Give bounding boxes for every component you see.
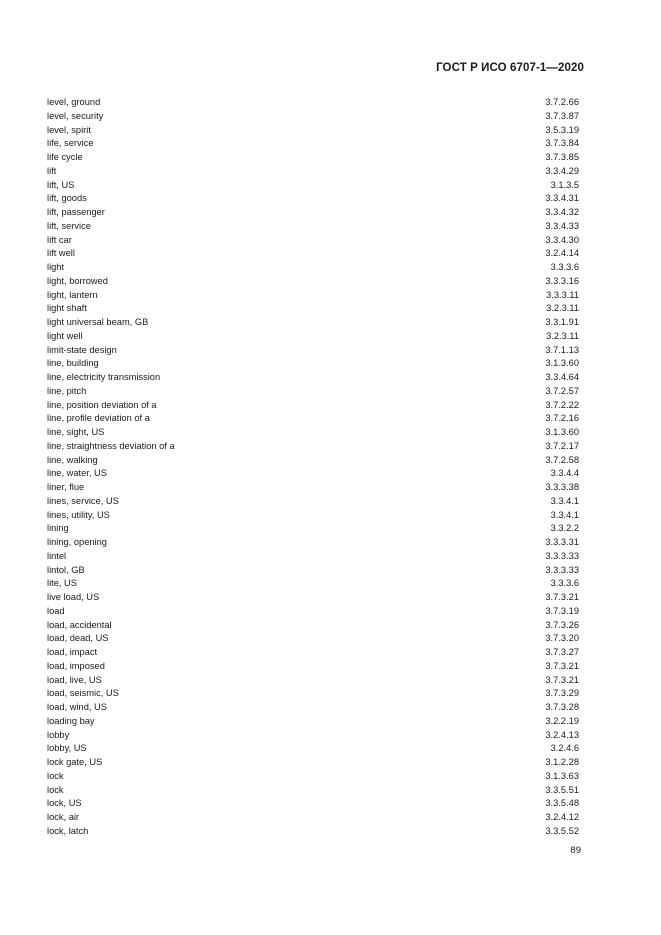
index-entry xyxy=(47,577,579,591)
index-reference: 3.7.2.58 xyxy=(545,454,579,465)
index-entry xyxy=(47,151,579,165)
index-entry xyxy=(47,729,579,743)
index-reference: 3.3.3.33 xyxy=(545,564,579,575)
index-term: load xyxy=(47,605,65,616)
index-term: level, ground xyxy=(47,97,101,107)
index-term: light well xyxy=(47,330,83,341)
index-reference: 3.3.3.6 xyxy=(550,262,579,272)
index-entry xyxy=(47,412,579,426)
index-term: load, dead, US xyxy=(47,633,109,644)
index-reference: 3.3.4.31 xyxy=(545,193,579,204)
index-reference: 3.3.3.33 xyxy=(545,550,579,561)
index-reference: 3.3.4.64 xyxy=(545,372,579,382)
index-reference: 3.7.3.85 xyxy=(545,152,579,162)
index-reference: 3.7.3.87 xyxy=(545,110,579,121)
index-reference: 3.5.3.19 xyxy=(545,124,579,135)
index-reference: 3.7.1.13 xyxy=(545,344,579,355)
index-entry xyxy=(47,564,579,578)
index-reference: 3.7.2.22 xyxy=(545,399,579,410)
index-entry xyxy=(47,137,579,151)
index-entry xyxy=(47,454,579,468)
index-reference: 3.7.2.16 xyxy=(545,413,579,424)
index-entry xyxy=(47,399,579,413)
index-entry xyxy=(47,192,579,206)
index-reference: 3.7.3.28 xyxy=(545,702,579,712)
index-term: lobby, US xyxy=(47,743,87,754)
index-term: load, live, US xyxy=(47,674,102,685)
index-term: line, walking xyxy=(47,454,98,465)
index-term: level, security xyxy=(47,110,104,121)
index-entry xyxy=(47,357,579,371)
index-entry xyxy=(47,371,579,385)
index-entry xyxy=(47,247,579,261)
index-entry xyxy=(47,344,579,358)
index-term: light, borrowed xyxy=(47,275,108,286)
index-term: lift car xyxy=(47,234,72,245)
index-entry xyxy=(47,674,579,688)
index-term: lift, US xyxy=(47,179,75,190)
index-entry xyxy=(47,550,579,564)
page-number: 89 xyxy=(570,845,581,856)
index-term: lines, utility, US xyxy=(47,509,110,520)
index-reference: 3.3.4.4 xyxy=(550,468,579,479)
index-term: live load, US xyxy=(47,592,100,602)
index-reference: 3.3.2.2 xyxy=(550,523,579,534)
index-term: lift, passenger xyxy=(47,207,105,217)
index-reference: 3.7.3.29 xyxy=(545,688,579,699)
index-term: lift xyxy=(47,165,57,176)
index-entry xyxy=(47,96,579,110)
index-entry xyxy=(47,687,579,701)
index-term: lock gate, US xyxy=(47,757,103,767)
index-reference: 3.3.3.31 xyxy=(545,537,579,547)
index-entry xyxy=(47,302,579,316)
index-term: line, electricity transmission xyxy=(47,372,161,382)
index-reference: 3.3.3.38 xyxy=(545,482,579,492)
index-reference: 3.7.3.26 xyxy=(545,619,579,630)
index-entry xyxy=(47,811,579,825)
index-entry xyxy=(47,825,579,839)
index-entry xyxy=(47,220,579,234)
index-term: load, impact xyxy=(47,647,98,657)
index-reference: 3.2.4.12 xyxy=(545,812,579,822)
index-term: line, profile deviation of a xyxy=(47,413,150,424)
index-term: light shaft xyxy=(47,303,87,314)
index-term: load, seismic, US xyxy=(47,688,119,699)
index-term: light xyxy=(47,262,65,272)
index-term: load, imposed xyxy=(47,660,105,671)
index-term: light universal beam, GB xyxy=(47,317,149,327)
index-entry xyxy=(47,385,579,399)
index-reference: 3.1.3.60 xyxy=(545,427,579,437)
index-reference: 3.2.3.11 xyxy=(546,330,579,341)
index-reference: 3.7.3.84 xyxy=(545,138,579,149)
index-entry xyxy=(47,756,579,770)
index-reference: 3.1.3.5 xyxy=(550,179,579,190)
index-reference: 3.3.4.29 xyxy=(545,165,579,176)
index-entry xyxy=(47,330,579,344)
index-entry xyxy=(47,495,579,509)
term-index-list xyxy=(47,96,579,839)
index-term: lock, latch xyxy=(47,825,89,836)
index-term: liner, flue xyxy=(47,482,85,492)
index-reference: 3.7.3.19 xyxy=(545,605,579,616)
index-entry xyxy=(47,605,579,619)
index-entry xyxy=(47,660,579,674)
index-entry xyxy=(47,124,579,138)
index-term: load, accidental xyxy=(47,619,112,630)
index-term: line, pitch xyxy=(47,385,87,396)
index-term: line, position deviation of a xyxy=(47,399,157,410)
index-entry xyxy=(47,619,579,633)
index-term: lintol, GB xyxy=(47,564,85,575)
index-term: level, spirit xyxy=(47,124,91,135)
index-reference: 3.3.3.11 xyxy=(546,289,579,300)
index-entry xyxy=(47,110,579,124)
index-term: line, building xyxy=(47,358,99,369)
index-term: lining xyxy=(47,523,69,534)
index-term: light, lantern xyxy=(47,289,98,300)
index-reference: 3.7.3.27 xyxy=(545,647,579,657)
index-term: lock xyxy=(47,784,64,795)
index-reference: 3.3.4.32 xyxy=(545,207,579,217)
index-term: life cycle xyxy=(47,152,83,162)
index-term: line, water, US xyxy=(47,468,107,479)
index-term: load, wind, US xyxy=(47,702,107,712)
index-reference: 3.3.5.51 xyxy=(545,784,579,795)
index-entry xyxy=(47,632,579,646)
index-reference: 3.7.3.21 xyxy=(545,660,579,671)
index-reference: 3.7.3.21 xyxy=(545,592,579,602)
index-reference: 3.3.1.91 xyxy=(545,317,579,327)
index-entry xyxy=(47,742,579,756)
index-term: lock, air xyxy=(47,812,80,822)
index-entry xyxy=(47,797,579,811)
index-entry xyxy=(47,261,579,275)
index-entry xyxy=(47,646,579,660)
index-entry xyxy=(47,509,579,523)
index-term: lobby xyxy=(47,729,70,740)
index-reference: 3.2.4.6 xyxy=(550,743,579,754)
index-entry xyxy=(47,440,579,454)
index-term: lock, US xyxy=(47,798,82,809)
index-entry xyxy=(47,426,579,440)
index-entry xyxy=(47,770,579,784)
index-term: lift, service xyxy=(47,220,91,231)
index-term: lining, opening xyxy=(47,537,107,547)
index-reference: 3.3.3.6 xyxy=(550,578,579,589)
index-entry xyxy=(47,467,579,481)
index-term: limit-state design xyxy=(47,344,117,355)
index-reference: 3.7.3.21 xyxy=(545,674,579,685)
index-reference: 3.1.2.28 xyxy=(545,757,579,767)
index-entry xyxy=(47,784,579,798)
index-reference: 3.7.2.66 xyxy=(545,97,579,107)
index-reference: 3.3.5.48 xyxy=(545,798,579,809)
index-term: lintel xyxy=(47,550,67,561)
index-reference: 3.1.3.63 xyxy=(545,770,579,781)
index-reference: 3.2.4.13 xyxy=(545,729,579,740)
index-term: lines, service, US xyxy=(47,495,119,506)
index-entry xyxy=(47,715,579,729)
index-term: lift, goods xyxy=(47,193,87,204)
index-entry xyxy=(47,165,579,179)
index-reference: 3.3.5.52 xyxy=(545,825,579,836)
index-term: lite, US xyxy=(47,578,77,589)
index-entry xyxy=(47,179,579,193)
index-reference: 3.3.4.1 xyxy=(550,509,579,520)
index-entry xyxy=(47,591,579,605)
index-reference: 3.7.3.20 xyxy=(545,633,579,644)
index-entry xyxy=(47,234,579,248)
index-reference: 3.3.4.1 xyxy=(550,495,579,506)
index-reference: 3.2.2.19 xyxy=(545,715,579,726)
index-reference: 3.7.2.17 xyxy=(545,440,579,451)
index-entry xyxy=(47,481,579,495)
index-entry xyxy=(47,522,579,536)
index-reference: 3.3.4.30 xyxy=(545,234,579,245)
index-term: loading bay xyxy=(47,715,95,726)
index-term: lift well xyxy=(47,248,75,259)
index-reference: 3.3.3.16 xyxy=(545,275,579,286)
index-reference: 3.2.4.14 xyxy=(545,248,579,259)
index-term: life, service xyxy=(47,138,94,149)
index-reference: 3.1.3.60 xyxy=(545,358,579,369)
index-reference: 3.2.3.11 xyxy=(546,303,579,314)
index-term: lock xyxy=(47,770,64,781)
index-entry xyxy=(47,316,579,330)
index-entry xyxy=(47,536,579,550)
index-reference: 3.7.2.57 xyxy=(545,385,579,396)
index-entry xyxy=(47,701,579,715)
index-term: line, straightness deviation of a xyxy=(47,440,175,451)
index-entry xyxy=(47,206,579,220)
index-term: line, sight, US xyxy=(47,427,105,437)
index-entry xyxy=(47,289,579,303)
index-reference: 3.3.4.33 xyxy=(545,220,579,231)
index-entry xyxy=(47,275,579,289)
document-header: ГОСТ Р ИСО 6707-1—2020 xyxy=(436,62,584,74)
